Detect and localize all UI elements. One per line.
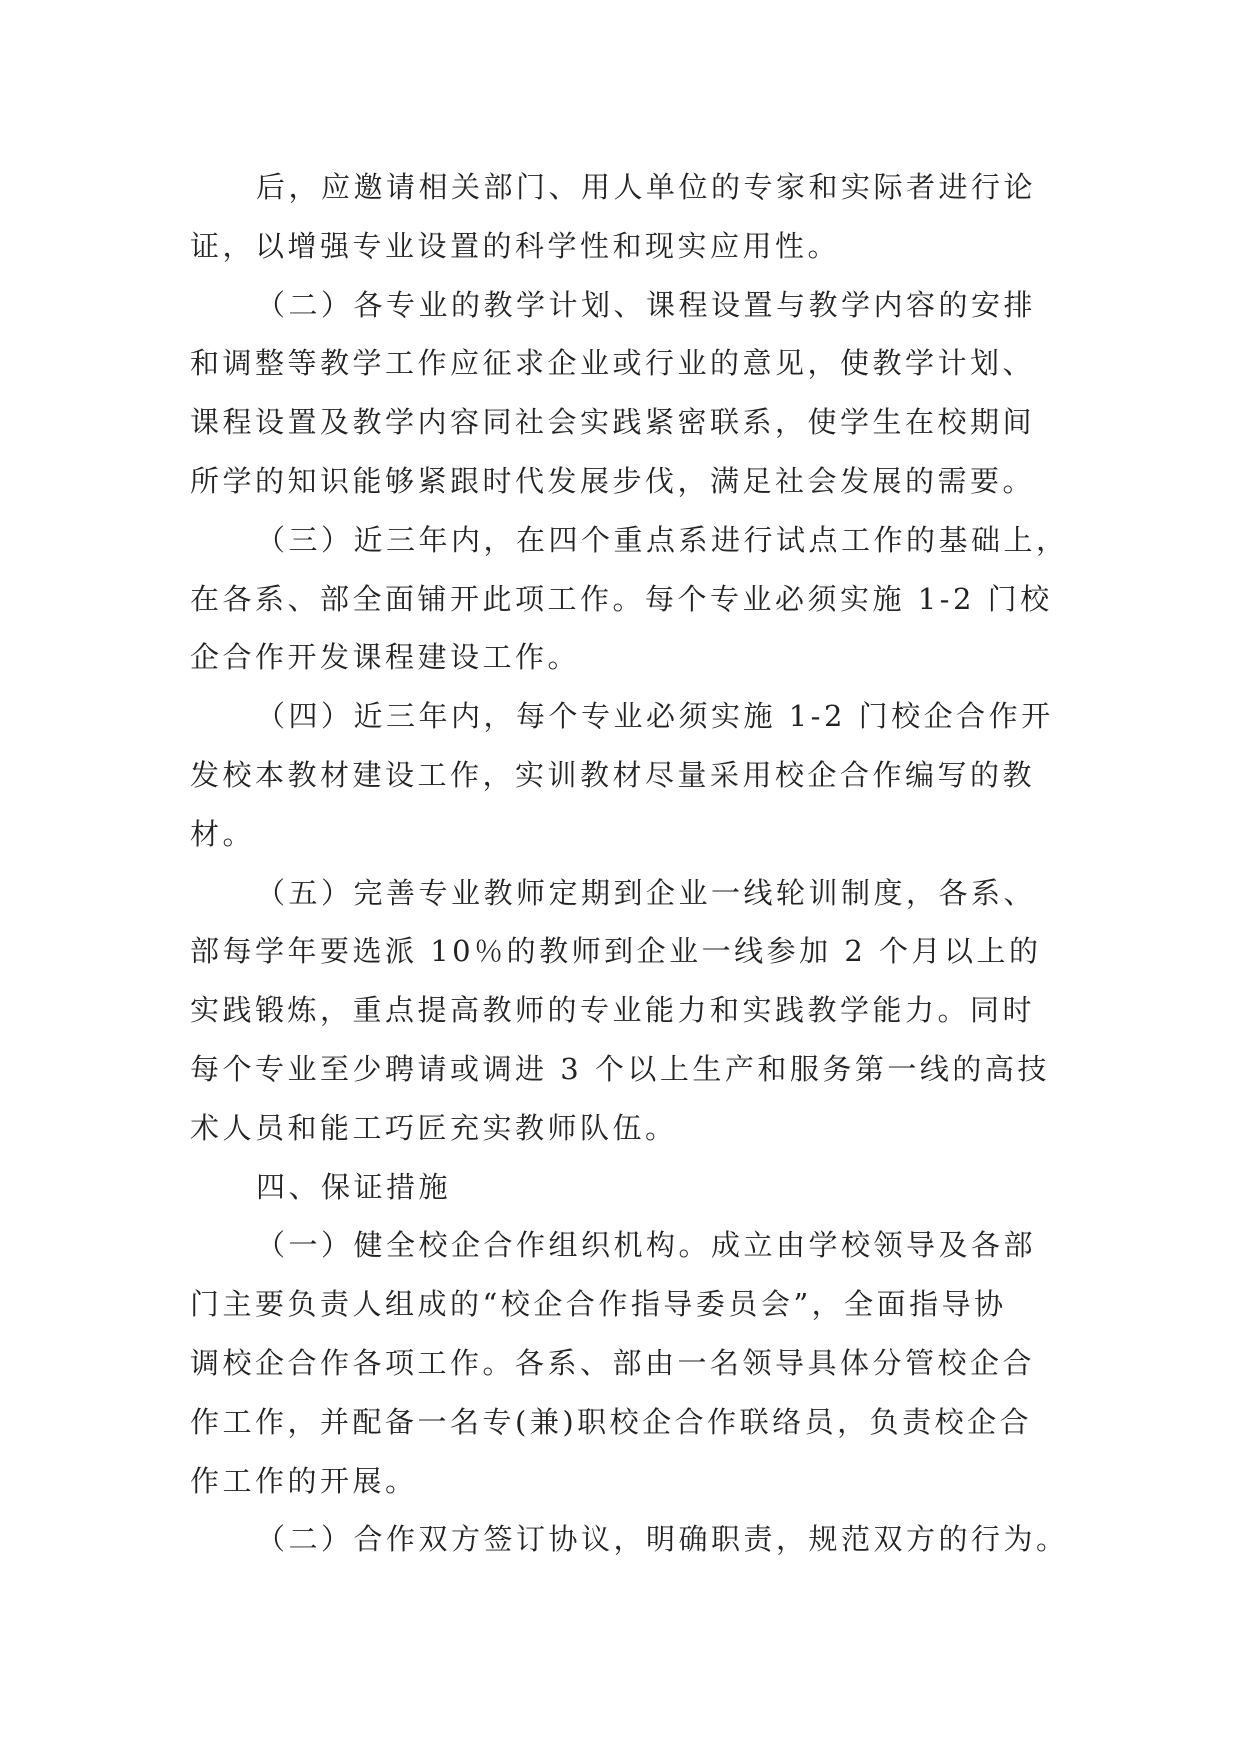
text-line: （二）合作双方签订协议，明确职责，规范双方的行为。 bbox=[256, 1522, 1069, 1557]
text-line: 课程设置及教学内容同社会实践紧密联系，使学生在校期间 bbox=[190, 405, 1036, 440]
text-line: 发校本教材建设工作，实训教材尽量采用校企合作编写的教 bbox=[190, 757, 1036, 792]
text-line: （五）完善专业教师定期到企业一线轮训制度，各系、 bbox=[256, 875, 1037, 910]
text-line: （一）健全校企合作组织机构。成立由学校领导及各部 bbox=[256, 1228, 1037, 1263]
section-heading: 四、保证措施 bbox=[256, 1169, 452, 1204]
text-line: 调校企合作各项工作。各系、部由一名领导具体分管校企合 bbox=[190, 1345, 1036, 1380]
text-line: 企合作开发课程建设工作。 bbox=[190, 640, 581, 675]
text-line: 和调整等教学工作应征求企业或行业的意见，使教学计划、 bbox=[190, 346, 1036, 381]
text-line: 门主要负责人组成的“校企合作指导委员会”，全面指导协 bbox=[190, 1287, 1007, 1322]
text-line: （二）各专业的教学计划、课程设置与教学内容的安排 bbox=[256, 287, 1037, 322]
text-line: （三）近三年内，在四个重点系进行试点工作的基础上， bbox=[256, 522, 1069, 557]
text-line: 实践锻炼，重点提高教师的专业能力和实践教学能力。同时 bbox=[190, 993, 1036, 1028]
document-body bbox=[190, 158, 1069, 1569]
text-line: 每个专业至少聘请或调进 3 个以上生产和服务第一线的高技 bbox=[190, 1051, 1050, 1086]
text-line: 作工作，并配备一名专(兼)职校企合作联络员，负责校企合 bbox=[190, 1404, 1033, 1439]
text-line: 术人员和能工巧匠充实教师队伍。 bbox=[190, 1110, 678, 1145]
text-line: （四）近三年内，每个专业必须实施 1-2 门校企合作开 bbox=[256, 699, 1054, 734]
text-line: 后，应邀请相关部门、用人单位的专家和实际者进行论 bbox=[256, 170, 1037, 204]
text-line: 证，以增强专业设置的科学性和现实应用性。 bbox=[190, 228, 841, 263]
text-line: 在各系、部全面铺开此项工作。每个专业必须实施 1-2 门校 bbox=[190, 581, 1053, 616]
text-line: 作工作的开展。 bbox=[190, 1463, 418, 1498]
text-line: 材。 bbox=[190, 816, 256, 851]
text-line: 所学的知识能够紧跟时代发展步伐，满足社会发展的需要。 bbox=[190, 463, 1036, 498]
text-line: 部每学年要选派 10％的教师到企业一线参加 2 个月以上的 bbox=[190, 934, 1042, 969]
